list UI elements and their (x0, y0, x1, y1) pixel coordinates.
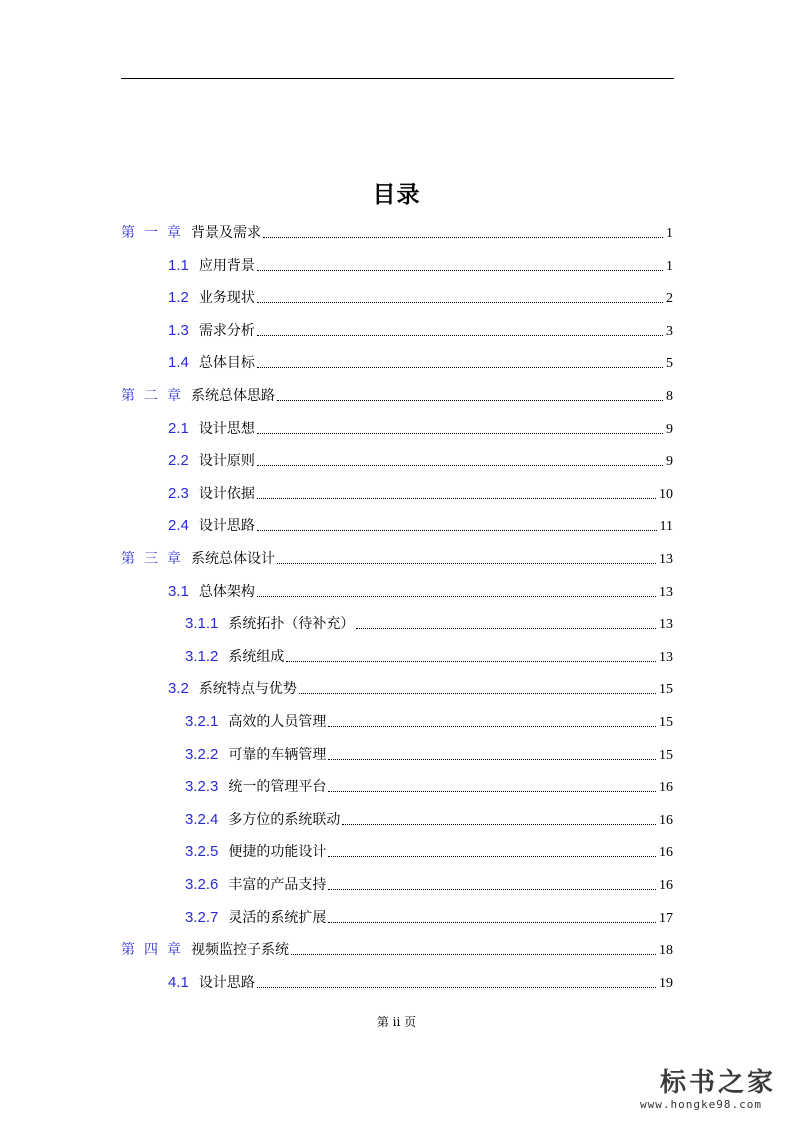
toc-title: 丰富的产品支持 (228, 877, 327, 893)
toc-title: 设计依据 (198, 485, 255, 502)
toc-page-number: 1 (666, 226, 673, 241)
toc-title: 系统总体设计 (191, 551, 275, 567)
toc-chapter-char: 第 (121, 388, 135, 404)
toc-page-number: 16 (659, 845, 673, 861)
watermark-logo-text: 标书之家 (660, 1068, 777, 1098)
toc-number (121, 940, 181, 960)
toc-chapter-char: 章 (167, 942, 181, 959)
toc-chapter-char: 第 (121, 942, 135, 959)
toc-number (121, 549, 181, 569)
page-title: 目录 (372, 182, 421, 208)
toc-entry[interactable] (168, 320, 673, 340)
toc-entry[interactable] (168, 255, 673, 275)
toc-number (121, 386, 181, 406)
toc-number: 1.4 (168, 354, 189, 372)
toc-dot-leader (257, 582, 656, 597)
toc-entry[interactable] (168, 515, 673, 535)
toc-page-number: 10 (659, 486, 673, 502)
toc-number (121, 223, 181, 243)
toc-page-number: 16 (659, 878, 673, 893)
toc-title: 系统总体思路 (191, 388, 275, 404)
watermark-url: www.hongke98.com (640, 1098, 762, 1111)
toc-dot-leader (277, 386, 663, 401)
toc-entry[interactable] (168, 483, 673, 503)
toc-page-number: 18 (659, 943, 673, 959)
toc-page-number: 16 (659, 812, 673, 828)
toc-entry[interactable] (185, 809, 673, 829)
toc-title: 便捷的功能设计 (228, 844, 327, 861)
toc-page-number: 8 (666, 389, 673, 404)
toc-dot-leader (257, 288, 663, 303)
toc-number: 4.1 (168, 973, 189, 991)
toc-number: 3.2.6 (185, 876, 219, 893)
toc-number: 1.3 (168, 321, 189, 339)
toc-dot-leader (328, 908, 656, 923)
toc-page-number: 5 (666, 356, 673, 372)
toc-entry[interactable] (168, 287, 673, 307)
header-rule (121, 78, 674, 79)
toc-title: 灵活的系统扩展 (228, 909, 327, 926)
toc-dot-leader (328, 875, 656, 890)
toc-number: 3.1.2 (185, 647, 219, 665)
toc-dot-leader (328, 712, 656, 727)
toc-entry[interactable] (121, 939, 673, 959)
toc-dot-leader (356, 614, 656, 629)
toc-number: 1.1 (168, 256, 189, 274)
toc-entry[interactable] (185, 907, 673, 927)
toc-number: 3.2.7 (185, 908, 219, 926)
toc-chapter-char: 三 (144, 551, 158, 567)
toc-dot-leader (257, 451, 663, 466)
toc-title: 设计思路 (198, 518, 255, 535)
toc-dot-leader (277, 549, 656, 564)
toc-chapter-char: 第 (121, 551, 135, 567)
toc-dot-leader (257, 484, 656, 499)
toc-dot-leader (286, 647, 656, 662)
page-footer: 第 ii 页 (376, 1015, 417, 1029)
toc-dot-leader (257, 419, 663, 434)
toc-title: 统一的管理平台 (228, 779, 327, 796)
toc-title: 高效的人员管理 (228, 714, 327, 730)
toc-number: 3.2 (168, 680, 189, 698)
toc-page-number: 19 (659, 975, 673, 991)
toc-dot-leader (257, 321, 663, 336)
toc-title: 系统拓扑（待补充） (228, 616, 355, 633)
toc-number: 3.2.1 (185, 713, 219, 730)
toc-chapter-char: 章 (167, 388, 181, 404)
toc-dot-leader (257, 353, 663, 368)
toc-page-number: 13 (659, 552, 673, 567)
toc-title: 设计思路 (198, 974, 255, 991)
toc-entry[interactable] (168, 418, 673, 438)
toc-page-number: 11 (659, 519, 673, 535)
toc-title: 系统组成 (228, 648, 285, 665)
toc-entry[interactable] (121, 548, 673, 568)
toc-page-number: 9 (666, 421, 673, 437)
toc-chapter-char: 章 (167, 225, 181, 241)
toc-dot-leader (257, 973, 656, 988)
toc-title: 多方位的系统联动 (228, 811, 341, 828)
toc-number: 2.4 (168, 517, 189, 535)
toc-page-number: 2 (666, 291, 673, 307)
toc-number: 3.1 (168, 582, 189, 600)
toc-title: 可靠的车辆管理 (228, 746, 327, 763)
toc-number: 3.2.4 (185, 810, 219, 828)
toc-chapter-char: 二 (144, 388, 158, 404)
toc-number: 3.2.5 (185, 843, 219, 861)
toc-entry[interactable] (185, 744, 673, 764)
toc-entry[interactable] (185, 874, 673, 894)
toc-number: 2.3 (168, 484, 189, 502)
toc-page-number: 15 (659, 747, 673, 763)
toc-entry[interactable] (185, 776, 673, 796)
toc-page-number: 1 (666, 258, 673, 274)
toc-title: 应用背景 (198, 257, 255, 274)
toc-page-number: 15 (659, 682, 673, 698)
toc-number: 3.1.1 (185, 615, 219, 633)
toc-entry[interactable] (168, 972, 673, 992)
toc-title: 业务现状 (198, 290, 255, 307)
toc-chapter-char: 四 (144, 942, 158, 959)
toc-chapter-char: 一 (144, 225, 158, 241)
toc-number: 3.2.3 (185, 778, 219, 796)
toc-page-number: 9 (666, 454, 673, 470)
toc-dot-leader (257, 256, 663, 271)
toc-title: 系统特点与优势 (198, 681, 297, 698)
toc-entry[interactable] (185, 841, 673, 861)
toc-entry[interactable] (185, 613, 673, 633)
toc-title: 需求分析 (198, 322, 255, 339)
toc-number: 3.2.2 (185, 745, 219, 763)
toc-entry[interactable] (185, 646, 673, 666)
toc-entry[interactable] (121, 222, 673, 242)
toc-chapter-char: 章 (167, 551, 181, 567)
toc-entry[interactable] (185, 711, 673, 731)
toc-title: 总体目标 (198, 355, 255, 372)
toc-dot-leader (328, 842, 656, 857)
toc-dot-leader (299, 679, 656, 694)
toc-entry[interactable] (168, 450, 673, 470)
toc-number: 2.1 (168, 419, 189, 437)
toc-number: 1.2 (168, 289, 189, 307)
toc-page-number: 17 (659, 910, 673, 926)
toc-page-number: 13 (659, 584, 673, 600)
toc-title: 总体架构 (198, 583, 255, 600)
toc-page-number: 13 (659, 649, 673, 665)
toc-entry[interactable] (168, 678, 673, 698)
toc-title: 设计思想 (198, 420, 255, 437)
toc-page-number: 3 (666, 323, 673, 339)
toc-chapter-char: 第 (121, 225, 135, 241)
toc-page-number: 16 (659, 780, 673, 796)
toc-number: 2.2 (168, 452, 189, 470)
toc-entry[interactable] (168, 352, 673, 372)
toc-entry[interactable] (168, 581, 673, 601)
toc-dot-leader (257, 516, 657, 531)
toc-dot-leader (328, 777, 656, 792)
toc-dot-leader (342, 810, 656, 825)
toc-entry[interactable] (121, 385, 673, 405)
toc-page-number: 13 (659, 617, 673, 633)
toc-title: 背景及需求 (191, 225, 261, 241)
toc-page-number: 15 (659, 715, 673, 730)
toc-title: 设计原则 (198, 453, 255, 470)
toc-title: 视频监控子系统 (191, 942, 289, 959)
toc-dot-leader (291, 940, 656, 955)
toc-dot-leader (328, 745, 656, 760)
toc-dot-leader (263, 223, 663, 238)
